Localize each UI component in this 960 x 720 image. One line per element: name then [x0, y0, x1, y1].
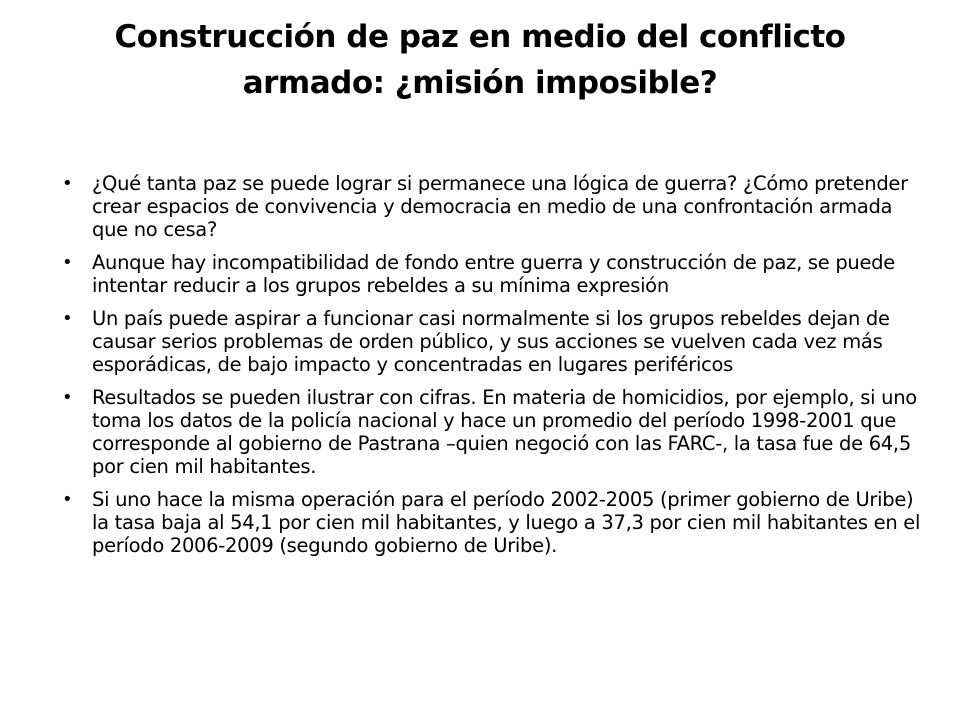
bullet-item: [62, 172, 922, 241]
bullet-item: [62, 488, 922, 557]
bullet-item: [62, 307, 922, 376]
bullet-item: [62, 251, 922, 297]
bullet-text: ¿Qué tanta paz se puede lograr si permanece una lógica de guerra? ¿Cómo pretender crear espacios de convivencia y democracia en medio de una confrontación armada que no cesa?: [92, 172, 908, 241]
bullet-text: Un país puede aspirar a funcionar casi normalmente si los grupos rebeldes dejan de causar serios problemas de orden público, y sus acciones se vuelven cada vez más esporádicas, de bajo impacto y concentradas en lugares periféricos: [92, 307, 890, 376]
bullet-dot-icon: •: [62, 173, 73, 194]
bullet-dot-icon: •: [62, 308, 73, 329]
bullet-text: Resultados se pueden ilustrar con cifras. En materia de homicidios, por ejemplo, si uno toma los datos de la policía nacional y hace un promedio del período 1998-2001 que corresponde al gobierno de Pastrana –quien negoció con las FARC-, la tasa fue de 64,5 por cien mil habitantes.: [92, 386, 917, 478]
bullet-text: Aunque hay incompatibilidad de fondo entre guerra y construcción de paz, se puede intentar reducir a los grupos rebeldes a su mínima expresión: [92, 251, 895, 297]
bullet-dot-icon: •: [62, 387, 73, 408]
bullet-dot-icon: •: [62, 489, 73, 510]
slide-title: Construcción de paz en medio del conflicto armado: ¿misión imposible?: [114, 19, 846, 101]
bullet-item: [62, 386, 922, 478]
bullet-dot-icon: •: [62, 252, 73, 273]
bullet-list: [62, 172, 922, 567]
bullet-text: Si uno hace la misma operación para el período 2002-2005 (primer gobierno de Uribe) la tasa baja al 54,1 por cien mil habitantes, y luego a 37,3 por cien mil habitantes en el período 2006-2009 (segundo gobierno de Uribe).: [92, 488, 921, 557]
